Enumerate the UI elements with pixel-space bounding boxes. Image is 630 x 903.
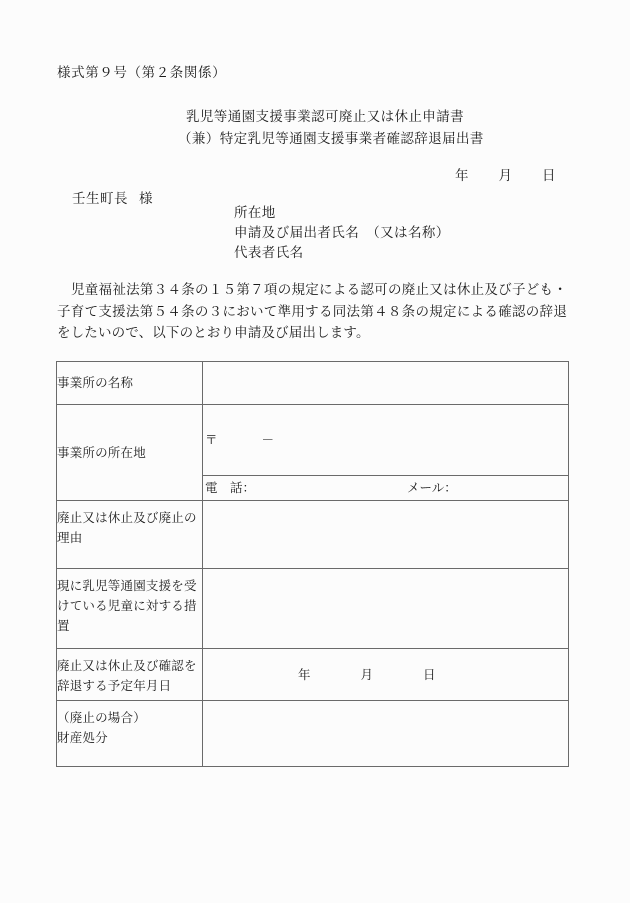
document-title-line-1: 乳児等通園支援事業認可廃止又は休止申請書 <box>186 109 464 124</box>
table-row-property-disposal <box>57 701 569 767</box>
submission-date-year-label: 年 <box>455 168 469 183</box>
value-office-contact[interactable] <box>203 476 569 501</box>
scheduled-date-year-label: 年 <box>298 667 311 682</box>
scheduled-date-line <box>203 665 568 685</box>
label-property-disposal-line-2: 財産処分 <box>57 731 108 745</box>
label-property-disposal-line-1: （廃止の場合） <box>57 711 146 725</box>
telephone-label: 電 話： <box>205 481 256 495</box>
addressee-honorific: 様 <box>139 191 153 206</box>
submission-date-day-label: 日 <box>542 168 556 183</box>
value-property-disposal[interactable] <box>203 701 569 767</box>
value-scheduled-date[interactable] <box>203 649 569 701</box>
form-number: 様式第９号（第２条関係） <box>57 65 227 80</box>
application-form-table <box>56 361 569 767</box>
applicant-address-label: 所在地 <box>234 205 276 220</box>
document-title-line-2: （兼）特定乳児等通園支援事業者確認辞退届出書 <box>178 131 484 146</box>
value-office-name[interactable] <box>203 362 569 405</box>
table-row-office-address <box>57 405 569 476</box>
value-child-measures[interactable] <box>203 569 569 649</box>
addressee-name: 壬生町長 <box>72 191 128 206</box>
table-row-reason <box>57 501 569 569</box>
postal-mark-icon: 〒 <box>205 433 218 447</box>
submission-date-line <box>455 164 556 184</box>
scheduled-date-day-label: 日 <box>423 667 436 682</box>
table-row-measures <box>57 569 569 649</box>
body-paragraph: 児童福祉法第３４条の１５第７項の規定による認可の廃止又は休止及び子ども・子育て支援法第５４条の３において準用する同法第４８条の規定による確認の辞退をしたいので、以下のとおり申請及び届出します。 <box>57 282 567 340</box>
applicant-representative-label: 代表者氏名 <box>234 245 304 260</box>
postal-code-dash: － <box>261 433 275 447</box>
label-property-disposal <box>57 701 203 767</box>
label-office-name: 事業所の名称 <box>57 362 203 405</box>
label-office-address: 事業所の所在地 <box>57 405 203 501</box>
table-row-scheduled-date <box>57 649 569 701</box>
postal-code-line <box>203 430 568 450</box>
email-label: メール： <box>407 481 457 495</box>
value-abolition-reason[interactable] <box>203 501 569 569</box>
label-child-measures: 現に乳児等通園支援を受けている児童に対する措置 <box>57 569 203 649</box>
contact-line <box>203 478 568 498</box>
applicant-name-label: 申請及び届出者氏名 （又は名称） <box>234 225 450 240</box>
label-scheduled-date: 廃止又は休止及び確認を辞退する予定年月日 <box>57 649 203 701</box>
applicant-block <box>234 203 450 263</box>
scheduled-date-month-label: 月 <box>360 667 374 682</box>
table-row-office-name <box>57 362 569 405</box>
submission-date-month-label: 月 <box>498 168 512 183</box>
label-abolition-reason: 廃止又は休止及び廃止の理由 <box>57 501 203 569</box>
addressee <box>72 187 153 207</box>
value-office-address[interactable] <box>203 405 569 476</box>
